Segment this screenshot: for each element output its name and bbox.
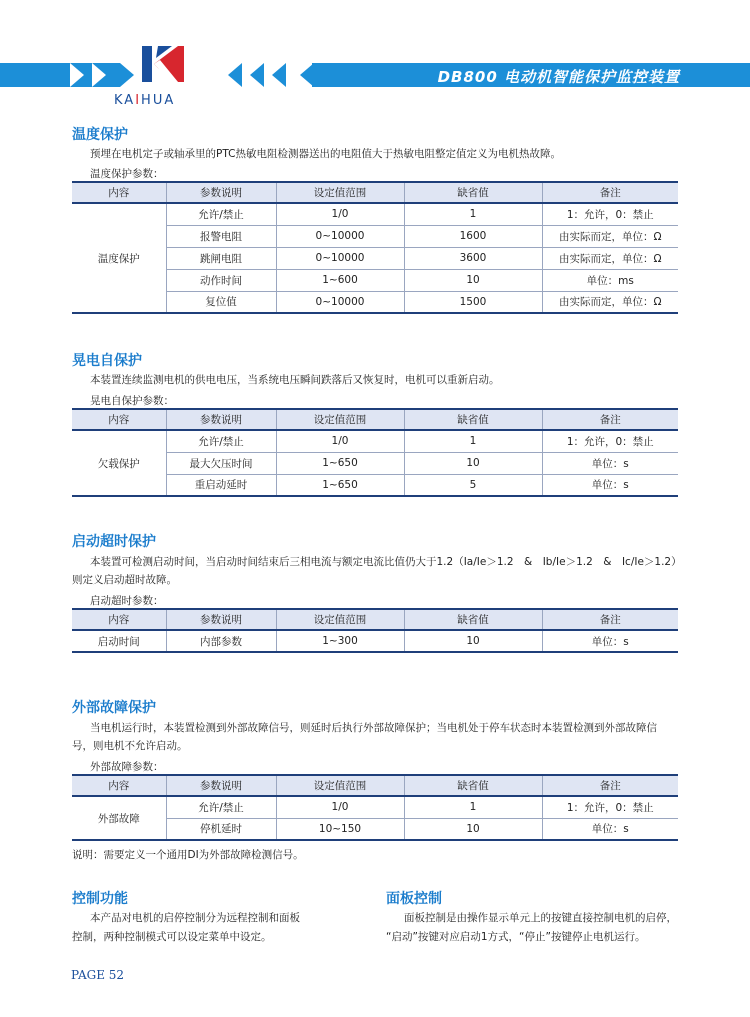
temp-params-label: 温度保护参数： — [90, 168, 164, 180]
temp-param-table — [72, 181, 678, 314]
control-line1: 本产品对电机的启停控制分为远程控制和面板 — [90, 912, 300, 924]
table-row: 启动时间 内部参数 1~300 10 单位：s — [72, 630, 678, 652]
table-row: 温度保护 允许/禁止 1/0 1 1：允许，0：禁止 — [72, 203, 678, 225]
sag-desc: 本装置连续监测电机的供电电压，当系统电压瞬间跌落后又恢复时，电机可以重新启动。 — [90, 374, 500, 386]
table-row: 复位值 0~10000 1500 由实际而定，单位：Ω — [72, 291, 678, 313]
table-row: 欠载保护 允许/禁止 1/0 1 1：允许，0：禁止 — [72, 430, 678, 452]
table-header-row: 内容 参数说明 设定值范围 缺省值 备注 — [72, 775, 678, 796]
ext-note: 说明：需要定义一个通用DI为外部故障检测信号。 — [72, 849, 304, 861]
ext-desc-line1: 当电机运行时，本装置检测到外部故障信号，则延时后执行外部故障保护；当电机处于停车状态时本装置检测到外部故障信 — [90, 722, 657, 734]
section-title-start: 启动超时保护 — [72, 534, 156, 550]
ext-desc-line2: 号，则电机不允许启动。 — [72, 740, 188, 752]
table-row: 跳闸电阻 0~10000 3600 由实际而定，单位：Ω — [72, 247, 678, 269]
table-row: 外部故障 允许/禁止 1/0 1 1：允许，0：禁止 — [72, 796, 678, 818]
page-header — [0, 0, 750, 110]
header-chevron — [120, 63, 134, 87]
header-title: DB800 电动机智能保护监控装置 — [437, 68, 680, 86]
table-header-row: 内容 参数说明 设定值范围 缺省值 备注 — [72, 409, 678, 430]
header-chevron-white-1 — [70, 63, 84, 87]
start-desc-line1: 本装置可检测启动时间，当启动时间结束后三相电流与额定电流比值仍大于1.2（Ia/Ie＞1.2 & Ib/Ie＞1.2 & Ic/Ie＞1.2） — [90, 556, 682, 568]
header-chevron-right-3 — [272, 63, 286, 87]
group-cell: 温度保护 — [72, 203, 166, 313]
sag-param-table — [72, 408, 678, 497]
ext-params-label: 外部故障参数： — [90, 761, 164, 773]
start-params-label: 启动超时参数： — [90, 595, 164, 607]
table-header-row: 内容 参数说明 设定值范围 缺省值 备注 — [72, 609, 678, 630]
group-cell: 欠载保护 — [72, 430, 166, 496]
table-row: 动作时间 1~600 10 单位：ms — [72, 269, 678, 291]
kaihua-logo-icon — [138, 42, 188, 86]
table-row: 停机延时 10~150 10 单位：s — [72, 818, 678, 840]
section-title-panel: 面板控制 — [386, 891, 442, 907]
ext-param-table — [72, 774, 678, 841]
header-chevron-right-2 — [250, 63, 264, 87]
start-desc-line2: 则定义启动超时故障。 — [72, 574, 177, 586]
table-row: 报警电阻 0~10000 1600 由实际而定，单位：Ω — [72, 225, 678, 247]
brand-name: KAIHUA — [114, 93, 176, 108]
panel-line1: 面板控制是由操作显示单元上的按键直接控制电机的启停， — [404, 912, 677, 924]
sag-params-label: 晃电自保护参数： — [90, 395, 174, 407]
header-chevron-right-1 — [228, 63, 242, 87]
temp-desc: 预埋在电机定子或轴承里的PTC热敏电阻检测器送出的电阻值大于热敏电阻整定值定义为电机热故障。 — [90, 148, 561, 160]
panel-line2: “启动”按键对应启动1方式，“停止”按键停止电机运行。 — [386, 931, 646, 943]
table-row: 最大欠压时间 1~650 10 单位：s — [72, 452, 678, 474]
section-title-control: 控制功能 — [72, 891, 128, 907]
table-row: 重启动延时 1~650 5 单位：s — [72, 474, 678, 496]
section-title-temp: 温度保护 — [72, 127, 128, 143]
group-cell: 外部故障 — [72, 796, 166, 840]
table-header-row: 内容 参数说明 设定值范围 缺省值 备注 — [72, 182, 678, 203]
control-line2: 控制，两种控制模式可以设定菜单中设定。 — [72, 931, 272, 943]
section-title-sag: 晃电自保护 — [72, 353, 142, 369]
header-chevron-white-2 — [92, 63, 106, 87]
start-param-table — [72, 608, 678, 653]
page-number: PAGE 52 — [71, 968, 125, 982]
section-title-ext: 外部故障保护 — [72, 700, 156, 716]
